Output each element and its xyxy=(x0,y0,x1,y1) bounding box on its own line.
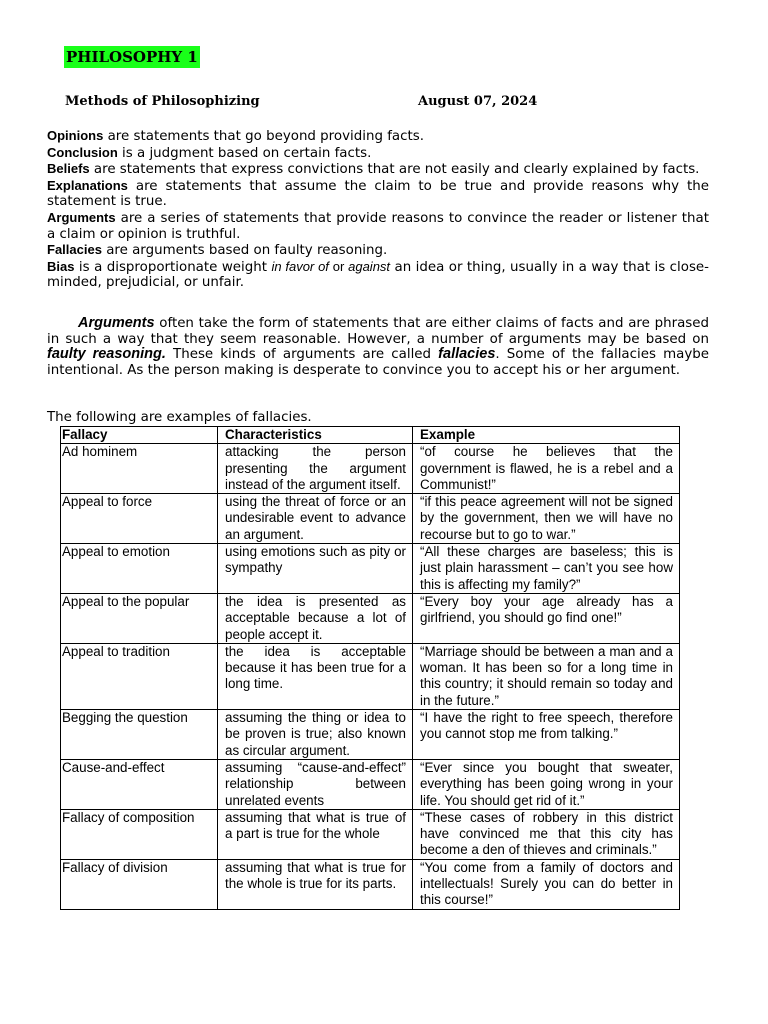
cell-fallacy: Fallacy of composition xyxy=(61,809,218,859)
definition-text: or xyxy=(328,258,349,274)
cell-characteristics: using emotions such as pity or sympathy xyxy=(218,544,413,594)
cell-example: “if this peace agreement will not be signed by the government, then we will have no recourse but to go to war.” xyxy=(413,494,680,544)
definition-term: Conclusion xyxy=(47,144,118,160)
table-row xyxy=(61,444,680,494)
cell-example: “of course he believes that the government is flawed, he is a rebel and a Communist!” xyxy=(413,444,680,494)
table-intro: The following are examples of fallacies. xyxy=(47,410,312,425)
table-row xyxy=(61,759,680,809)
definition-text: are statements that express convictions that are not easily and clearly explained by facts. xyxy=(89,162,700,178)
definition-item xyxy=(47,128,709,145)
definition-text: are arguments based on faulty reasoning. xyxy=(101,243,388,259)
definition-text: an idea or thing, usually in a way that is close-minded, prejudicial, or unfair. xyxy=(47,259,709,291)
cell-fallacy: Fallacy of division xyxy=(61,859,218,909)
cell-characteristics: assuming that what is true of a part is true for the whole xyxy=(218,809,413,859)
cell-fallacy: Appeal to force xyxy=(61,494,218,544)
emphasis-text: against xyxy=(348,258,391,274)
column-header-example: Example xyxy=(413,427,680,444)
definition-term: Explanations xyxy=(47,177,128,193)
paragraph-text: These kinds of arguments are called xyxy=(165,347,439,363)
paragraph-text: . Some of the fallacies maybe intentional. As the person making is desperate to convince you to accept his or her argument. xyxy=(47,347,709,378)
cell-characteristics: assuming “cause-and-effect” relationship between unrelated events xyxy=(218,759,413,809)
definition-item xyxy=(47,145,709,162)
table-row xyxy=(61,809,680,859)
definition-text: are statements that assume the claim to be true and provide reasons why the statement is true. xyxy=(47,178,709,210)
arguments-paragraph xyxy=(47,316,709,378)
cell-characteristics: the idea is acceptable because it has been true for a long time. xyxy=(218,643,413,709)
cell-fallacy: Begging the question xyxy=(61,710,218,760)
definition-item xyxy=(47,242,709,259)
lesson-topic: Methods of Philosophizing xyxy=(65,94,260,109)
lesson-date: August 07, 2024 xyxy=(418,94,538,109)
definition-item xyxy=(47,178,709,210)
emphasis-text: in favor of xyxy=(271,258,329,274)
table-row xyxy=(61,643,680,709)
definition-item xyxy=(47,210,709,242)
definition-text: are statements that go beyond providing facts. xyxy=(103,129,424,144)
cell-fallacy: Appeal to tradition xyxy=(61,643,218,709)
definition-item-bias xyxy=(47,259,709,291)
table-row xyxy=(61,710,680,760)
cell-example: “Every boy your age already has a girlfriend, you should go find one!” xyxy=(413,593,680,643)
cell-fallacy: Ad hominem xyxy=(61,444,218,494)
cell-characteristics: attacking the person presenting the argument instead of the argument itself. xyxy=(218,444,413,494)
definition-term: Fallacies xyxy=(47,242,102,258)
cell-example: “I have the right to free speech, therefore you cannot stop me from talking.” xyxy=(413,710,680,760)
definition-term: Arguments xyxy=(47,209,116,225)
cell-example: “Ever since you bought that sweater, everything has been going wrong in your life. You should get rid of it.” xyxy=(413,759,680,809)
table-row xyxy=(61,859,680,909)
definition-term: Bias xyxy=(47,258,75,274)
cell-characteristics: assuming that what is true for the whole is true for its parts. xyxy=(218,859,413,909)
paragraph-text: often take the form of statements that are either claims of facts and are phrased in such a way that they seem reasonable. However, a number of arguments may be based on xyxy=(47,316,709,347)
definition-term: Beliefs xyxy=(47,161,90,177)
cell-characteristics: assuming the thing or idea to be proven is true; also known as circular argument. xyxy=(218,710,413,760)
cell-example: “These cases of robbery in this district have convinced me that this city has become a den of thieves and criminals.” xyxy=(413,809,680,859)
definition-text: is a disproportionate weight xyxy=(74,259,272,275)
cell-characteristics: using the threat of force or an undesirable event to advance an argument. xyxy=(218,494,413,544)
cell-fallacy: Appeal to emotion xyxy=(61,544,218,594)
cell-characteristics: the idea is presented as acceptable because a lot of people accept it. xyxy=(218,593,413,643)
fallacies-table xyxy=(60,426,680,910)
subject-title: PHILOSOPHY 1 xyxy=(66,48,198,66)
column-header-fallacy: Fallacy xyxy=(61,427,218,444)
emphasis-text: fallacies xyxy=(438,346,496,363)
definition-item xyxy=(47,161,709,178)
definitions-list xyxy=(47,128,709,291)
table-row xyxy=(61,544,680,594)
definition-text: is a judgment based on certain facts. xyxy=(117,145,372,161)
cell-example: “Marriage should be between a man and a woman. It has been so for a long time in this country; it should remain so today and in the future.” xyxy=(413,643,680,709)
column-header-characteristics: Characteristics xyxy=(218,427,413,444)
emphasis-text: Arguments xyxy=(78,315,155,331)
table-header-row xyxy=(61,427,680,444)
table-row xyxy=(61,593,680,643)
definition-text: are a series of statements that provide reasons to convince the reader or listener that a claim or opinion is truthful. xyxy=(47,210,709,242)
table-row xyxy=(61,494,680,544)
cell-example: “You come from a family of doctors and intellectuals! Surely you can do better in this course!” xyxy=(413,859,680,909)
emphasis-text: faulty reasoning. xyxy=(47,346,166,363)
cell-fallacy: Cause-and-effect xyxy=(61,759,218,809)
cell-example: “All these charges are baseless; this is just plain harassment – can’t you see how this is affecting my family?” xyxy=(413,544,680,594)
cell-fallacy: Appeal to the popular xyxy=(61,593,218,643)
definition-term: Opinions xyxy=(47,128,104,143)
